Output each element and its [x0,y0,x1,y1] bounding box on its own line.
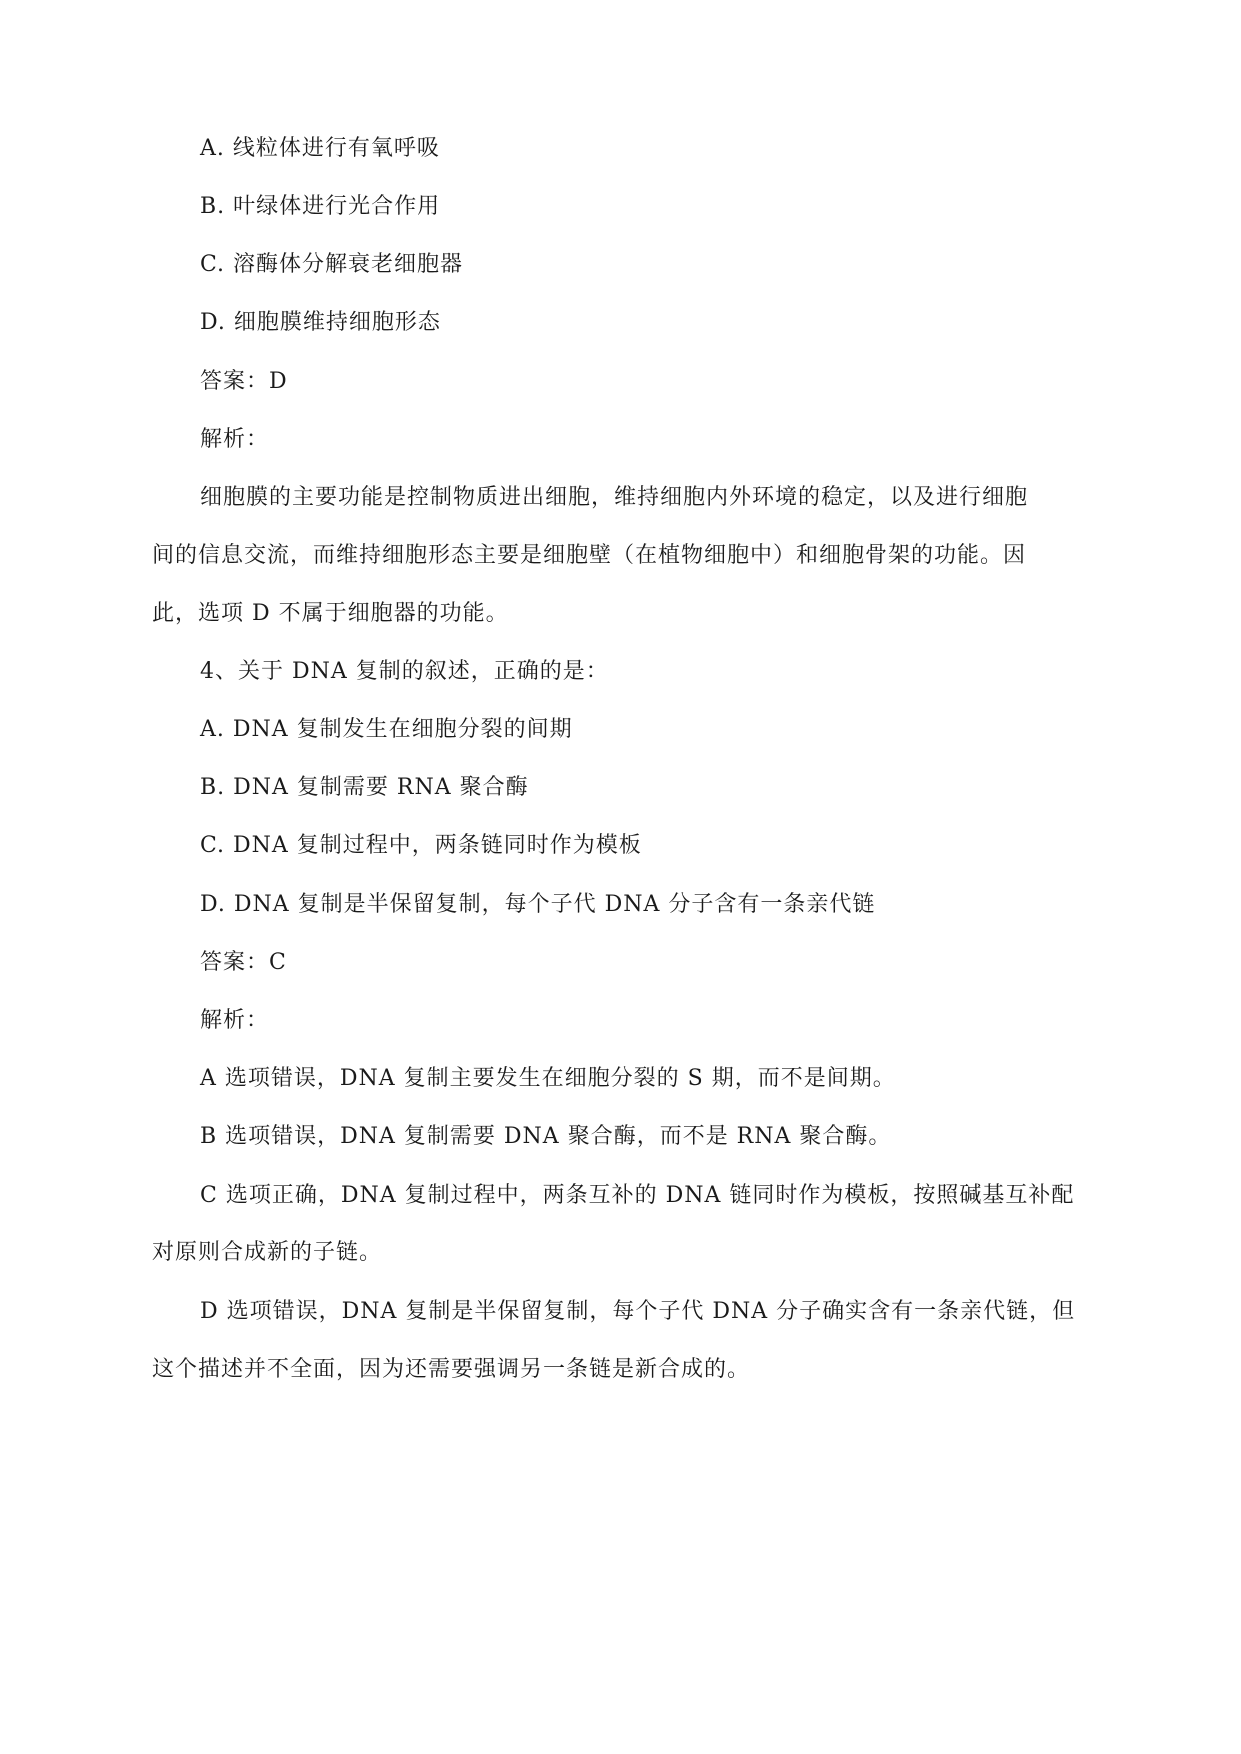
q4-analysis-c-line-1: C 选项正确，DNA 复制过程中，两条互补的 DNA 链同时作为模板，按照碱基互补配 [200,1183,1075,1208]
q4-option-d: D. DNA 复制是半保留复制，每个子代 DNA 分子含有一条亲代链 [200,892,876,917]
q3-analysis-line-2: 间的信息交流，而维持细胞形态主要是细胞壁（在植物细胞中）和细胞骨架的功能。因 [152,543,1027,568]
q4-answer: 答案：C [200,950,287,975]
q3-analysis-line-1: 细胞膜的主要功能是控制物质进出细胞，维持细胞内外环境的稳定，以及进行细胞 [200,485,1029,510]
q3-answer: 答案：D [200,369,288,394]
q3-option-b: B. 叶绿体进行光合作用 [200,194,441,219]
q3-option-d: D. 细胞膜维持细胞形态 [200,310,441,335]
q4-analysis-b: B 选项错误，DNA 复制需要 DNA 聚合酶，而不是 RNA 聚合酶。 [200,1124,892,1149]
q3-analysis-label: 解析： [200,427,270,452]
q4-analysis-d-line-2: 这个描述并不全面，因为还需要强调另一条链是新合成的。 [152,1357,751,1382]
q4-analysis-label: 解析： [200,1008,270,1033]
q4-analysis-c-line-2: 对原则合成新的子链。 [152,1240,383,1265]
q4-option-a: A. DNA 复制发生在细胞分裂的间期 [200,717,573,742]
q3-analysis-line-3: 此，选项 D 不属于细胞器的功能。 [152,601,509,626]
q4-analysis-d-line-1: D 选项错误，DNA 复制是半保留复制，每个子代 DNA 分子确实含有一条亲代链，但 [200,1299,1076,1324]
q4-option-b: B. DNA 复制需要 RNA 聚合酶 [200,775,529,800]
q3-option-a: A. 线粒体进行有氧呼吸 [200,136,440,161]
q4-question: 4、关于 DNA 复制的叙述，正确的是： [200,659,609,684]
q4-option-c: C. DNA 复制过程中，两条链同时作为模板 [200,833,642,858]
q3-option-c: C. 溶酶体分解衰老细胞器 [200,252,464,277]
q4-analysis-a: A 选项错误，DNA 复制主要发生在细胞分裂的 S 期，而不是间期。 [200,1066,896,1091]
